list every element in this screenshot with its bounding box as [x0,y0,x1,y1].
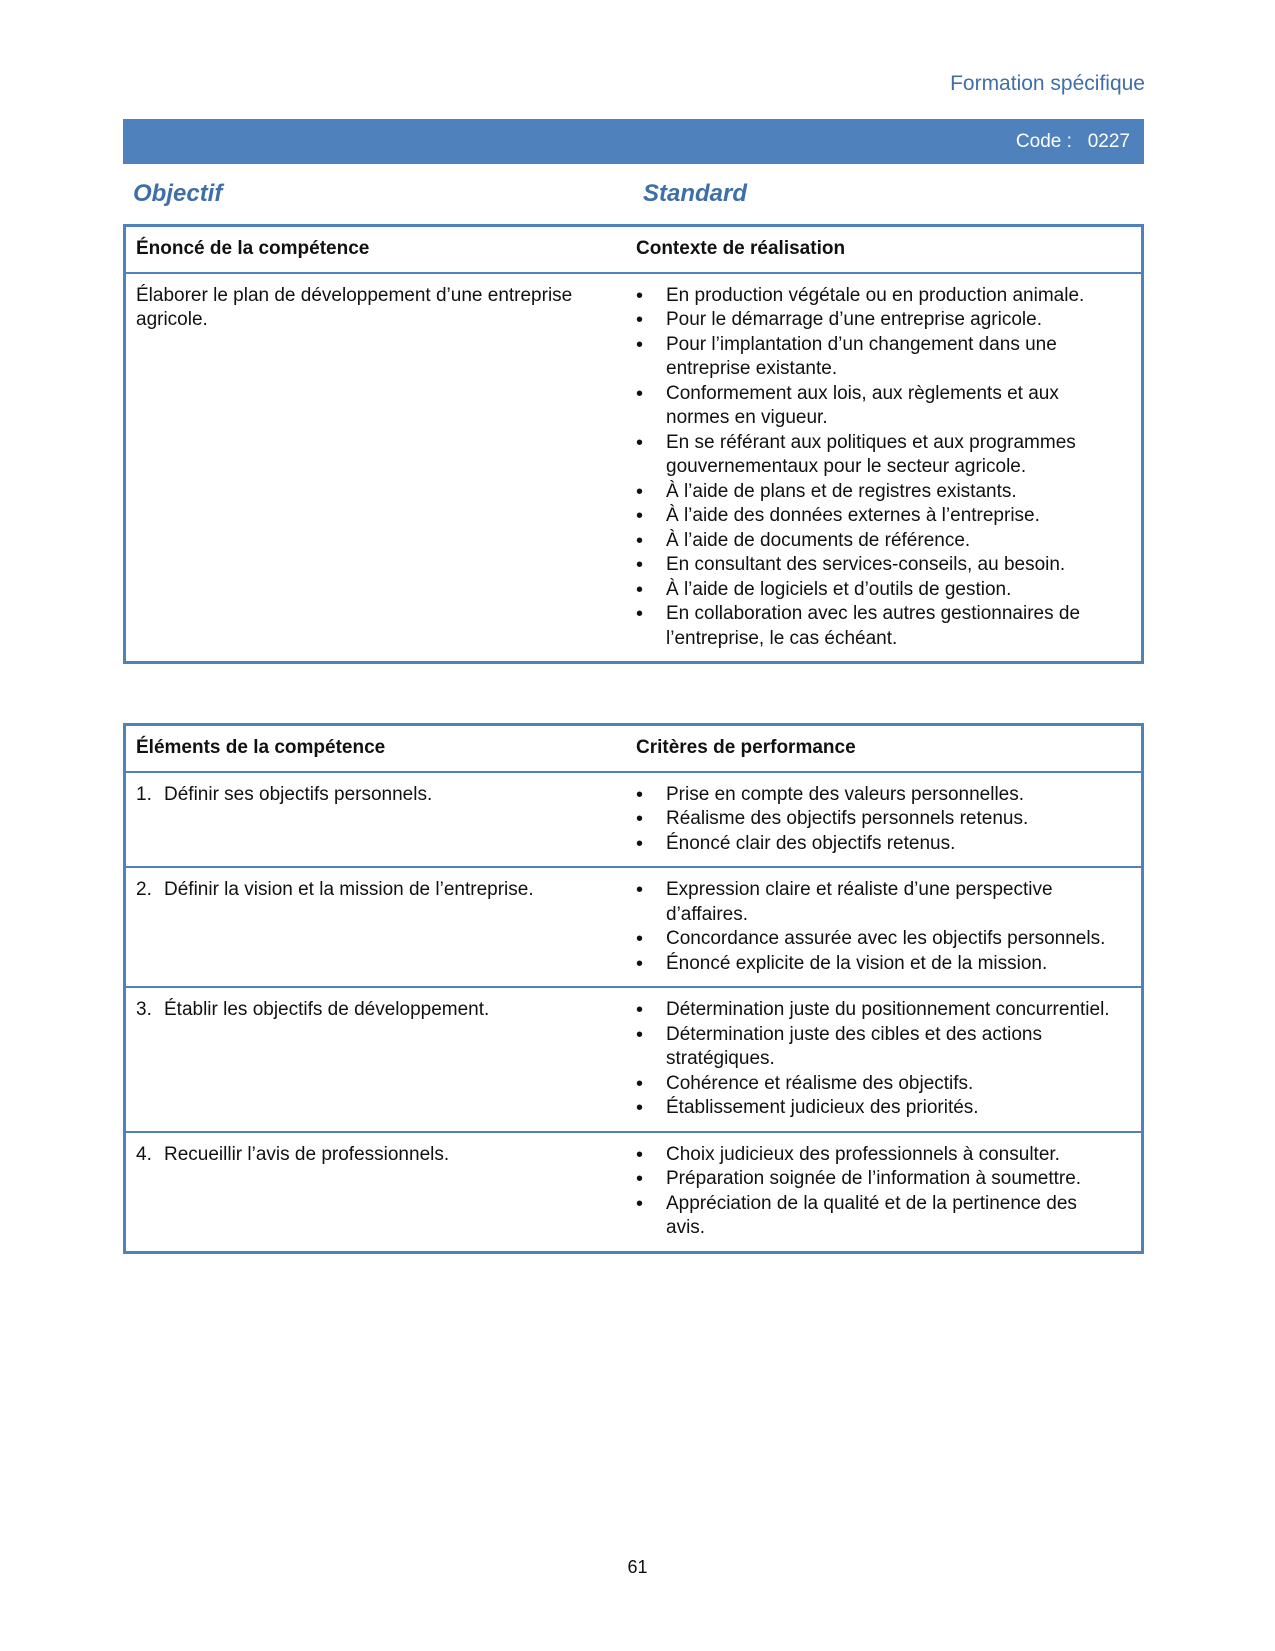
element-cell [126,773,636,867]
criteria-cell [636,1133,1141,1251]
criteria-list [636,998,1115,1121]
competence-table-body [126,272,1141,662]
elements-table [123,723,1144,1254]
element-row [126,866,1141,986]
competence-statement: Élaborer le plan de développement d’une entreprise agricole. [136,284,573,330]
criteria-cell [636,773,1141,867]
element-cell [126,868,636,986]
element-text: Recueillir l’avis de professionnels. [164,1143,450,1165]
criterion-item: • Énoncé clair des objectifs retenus. [636,832,1115,857]
element-text: Définir ses objectifs personnels. [164,783,433,805]
context-item: • En collaboration avec les autres gestionnaires de l’entreprise, le cas échéant. [636,602,1115,651]
elements-header: Éléments de la compétence [136,737,386,758]
criterion-item: • Détermination juste des cibles et des actions stratégiques. [636,1023,1115,1072]
element-text: Établir les objectifs de développement. [164,999,490,1020]
document-section-title: Formation spécifique [950,72,1145,95]
standard-label: Standard [643,180,748,207]
criterion-item: • Préparation soignée de l’information à soumettre. [636,1167,1115,1192]
criterion-item: • Concordance assurée avec les objectifs personnels. [636,927,1115,952]
criteria-cell [636,868,1141,986]
competence-table-header [126,227,1141,272]
element-row [126,1131,1141,1251]
context-item: • En production végétale ou en production animale. [636,284,1115,309]
competency-code: Code : 0227 [1015,131,1130,152]
criterion-item: • Énoncé explicite de la vision et de la mission. [636,952,1115,977]
criteria-cell [636,988,1141,1131]
competence-table [123,224,1144,664]
criterion-item: • Détermination juste du positionnement concurrentiel. [636,998,1115,1023]
element-number: 1. [136,783,152,805]
criterion-item: • Expression claire et réaliste d’une perspective d’affaires. [636,878,1115,927]
context-list [636,284,1115,652]
competence-statement-header: Énoncé de la compétence [136,238,370,259]
objectif-label: Objectif [133,180,223,207]
criterion-item: • Choix judicieux des professionnels à consulter. [636,1143,1115,1168]
context-item: • À l’aide des données externes à l’entreprise. [636,504,1115,529]
elements-table-header [126,726,1141,771]
element-number: 3. [136,999,152,1020]
code-banner [123,119,1144,164]
criteria-list [636,783,1115,857]
context-header: Contexte de réalisation [636,238,846,259]
element-cell [126,1133,636,1251]
criteria-list [636,878,1115,976]
context-item: • À l’aide de logiciels et d’outils de gestion. [636,578,1115,603]
criteria-header: Critères de performance [636,737,856,758]
context-item: • En consultant des services-conseils, au besoin. [636,553,1115,578]
context-item: • En se référant aux politiques et aux programmes gouvernementaux pour le secteur agricole. [636,431,1115,480]
criterion-item: • Établissement judicieux des priorités. [636,1096,1115,1121]
element-cell [126,988,636,1131]
context-item: • Pour le démarrage d’une entreprise agricole. [636,308,1115,333]
criterion-item: • Réalisme des objectifs personnels retenus. [636,807,1115,832]
element-row [126,986,1141,1131]
element-row [126,771,1141,867]
criterion-item: • Prise en compte des valeurs personnelles. [636,783,1115,808]
context-list-cell [636,274,1141,662]
context-item: • Pour l’implantation d’un changement dans une entreprise existante. [636,333,1115,382]
criteria-list [636,1143,1115,1241]
context-item: • Conformement aux lois, aux règlements et aux normes en vigueur. [636,382,1115,431]
element-text: Définir la vision et la mission de l’entreprise. [164,879,534,900]
context-item: • À l’aide de plans et de registres existants. [636,480,1115,505]
criterion-item: • Cohérence et réalisme des objectifs. [636,1072,1115,1097]
context-item: • À l’aide de documents de référence. [636,529,1115,554]
page-number: 61 [627,1557,648,1577]
element-number: 2. [136,879,152,900]
element-number: 4. [136,1143,152,1165]
element-rows [126,771,1141,1251]
criterion-item: • Appréciation de la qualité et de la pertinence des avis. [636,1192,1115,1241]
